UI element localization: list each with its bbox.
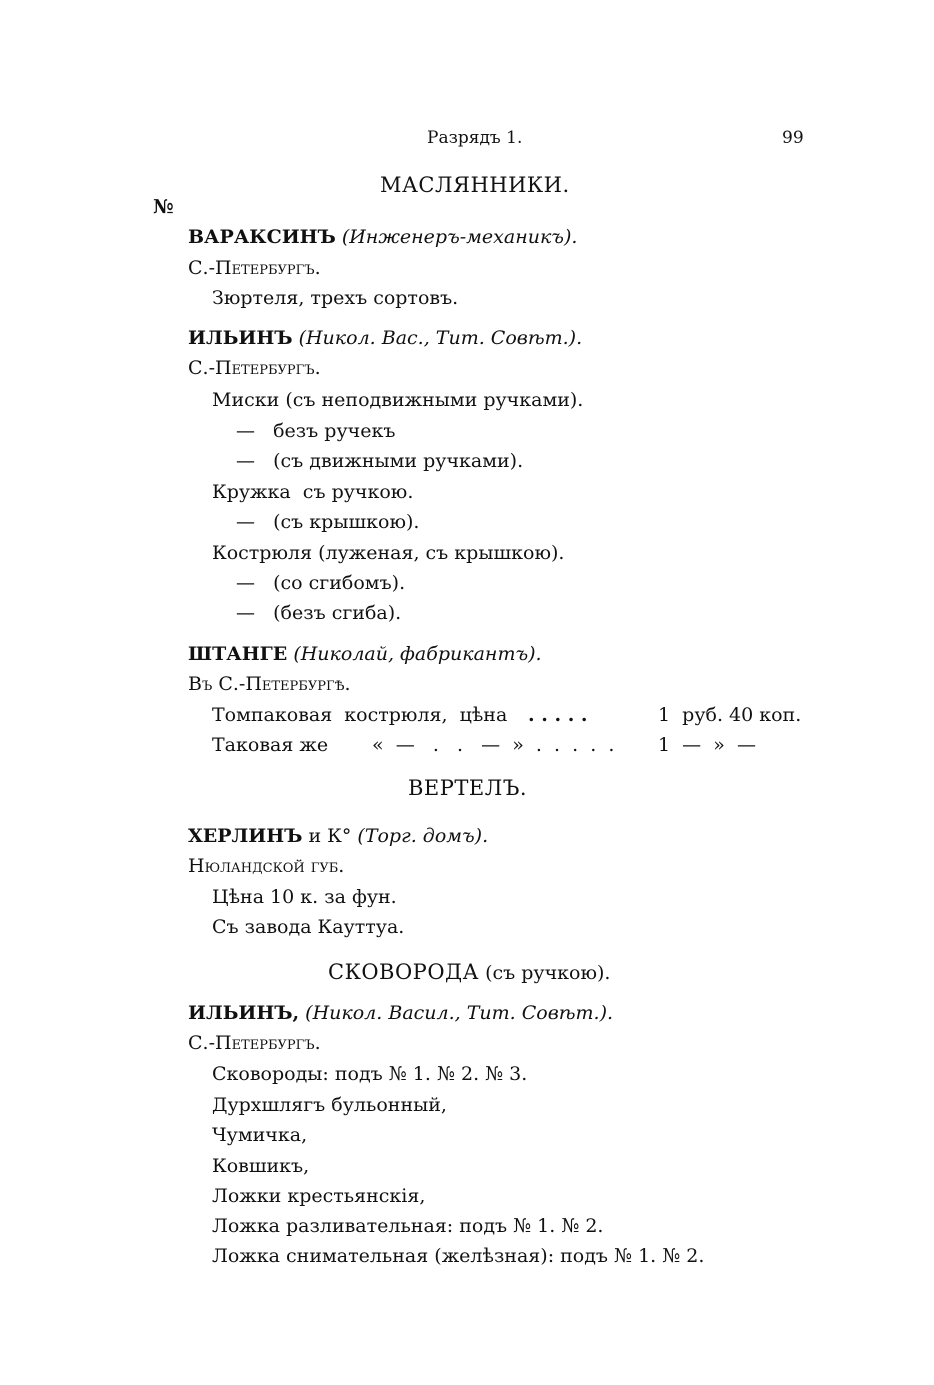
list-item: — (безъ сгиба). xyxy=(236,602,402,624)
entry-qualifier: (Инженеръ-механикъ). xyxy=(341,226,578,248)
entry-name: ХЕРЛИНЪ xyxy=(188,825,303,847)
entry-place: Въ С.-Петербургѣ. xyxy=(188,673,351,695)
entry-place: Нюландской губ. xyxy=(188,855,345,877)
entry-name: ШТАНГЕ xyxy=(188,643,288,665)
page-number: 99 xyxy=(782,128,804,148)
section-title-suffix: (съ ручкою). xyxy=(485,962,611,984)
list-item: Съ завода Кауттуа. xyxy=(212,916,405,938)
section-title-skovoroda xyxy=(328,960,610,985)
list-item: Цѣна 10 к. за фун. xyxy=(212,886,397,908)
list-item: — безъ ручекъ xyxy=(236,420,396,442)
entry-place: С.-Петербургъ. xyxy=(188,357,321,379)
entry-qualifier: (Никол. Васил., Тит. Совѣт.). xyxy=(305,1002,614,1024)
section-title-text: СКОВОРОДА xyxy=(328,960,480,984)
price-row-amount: 1 — » — xyxy=(658,734,756,756)
list-item: Кострюля (луженая, съ крышкою). xyxy=(212,542,565,564)
section-title-vertel: ВЕРТЕЛЪ. xyxy=(408,776,528,800)
list-item: Дурхшлягъ бульонный, xyxy=(212,1094,447,1116)
entry-place: С.-Петербургъ. xyxy=(188,257,321,279)
price-row-label: Томпаковая кострюля, цѣна xyxy=(212,704,508,726)
entry-name: ИЛЬИНЪ xyxy=(188,327,293,349)
price-row-label: Таковая же xyxy=(212,734,329,756)
entry-place: С.-Петербургъ. xyxy=(188,1032,321,1054)
list-item: Миски (съ неподвижными ручками). xyxy=(212,389,584,411)
list-item: Сковороды: подъ № 1. № 2. № 3. xyxy=(212,1063,528,1085)
price-row-dots: . . . . . xyxy=(528,704,588,726)
entry-ilyin xyxy=(188,326,582,350)
section-title-maslyanniki: МАСЛЯННИКИ. xyxy=(380,173,570,197)
running-title: Разрядъ 1. xyxy=(427,128,523,148)
entry-name-suffix: и К° xyxy=(308,825,352,847)
entry-varaksin xyxy=(188,225,577,249)
entry-qualifier: (Никол. Вас., Тит. Совѣт.). xyxy=(298,327,583,349)
list-item: — (со сгибомъ). xyxy=(236,572,406,594)
price-row-amount: 1 руб. 40 коп. xyxy=(658,704,802,726)
entry-shtange xyxy=(188,642,542,666)
list-item: Ложка разливательная: подъ № 1. № 2. xyxy=(212,1215,604,1237)
list-item: Зюртеля, трехъ сортовъ. xyxy=(212,287,459,309)
list-item: Кружка съ ручкою. xyxy=(212,481,414,503)
list-item: Ложка снимательная (желѣзная): подъ № 1. № 2. xyxy=(212,1245,705,1267)
list-item: Ковшикъ, xyxy=(212,1155,310,1177)
list-item: — (съ движными ручками). xyxy=(236,450,524,472)
entry-ilyin-2 xyxy=(188,1001,613,1025)
entry-name: ИЛЬИНЪ, xyxy=(188,1002,300,1024)
number-sign: № xyxy=(153,196,174,218)
list-item: — (съ крышкою). xyxy=(236,511,420,533)
list-item: Ложки крестьянскія, xyxy=(212,1185,426,1207)
price-row-dots: « — . . — » . . . . . xyxy=(372,734,615,756)
entry-qualifier: (Торг. домъ). xyxy=(357,825,489,847)
entry-qualifier: (Николай, фабрикантъ). xyxy=(293,643,542,665)
entry-herlin xyxy=(188,824,488,848)
entry-name: ВАРАКСИНЪ xyxy=(188,226,336,248)
list-item: Чумичка, xyxy=(212,1124,308,1146)
